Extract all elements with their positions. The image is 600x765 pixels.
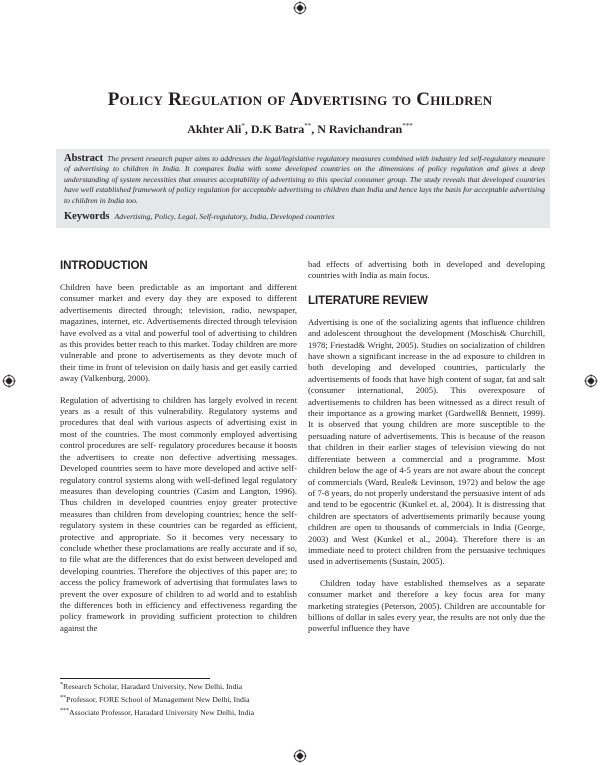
registration-mark-icon	[293, 749, 307, 763]
affiliation-mark: *	[241, 122, 245, 130]
footnote-text: Research Scholar, Haradard University, New Delhi, India	[63, 682, 243, 691]
section-heading-introduction: INTRODUCTION	[60, 259, 148, 272]
paper-title: Policy Regulation of Advertising to Children	[107, 89, 493, 110]
paragraph: Advertising is one of the socializing agents that influence children and adolescent throughout the development (Moschis& Churchill, 1978; Friestad& Wright, 2005). Studies on socialization of children have shown a significant increase in the ad exposure to children in both developing and developed countries, particularly the advertisements of foods that have high content of sugar, fat and salt (consumer international, 2005). This overexposure of advertisements to children has been witnessed as a direct result of their importance as a growing market (Gardwell& Bennett, 1999). It is observed that young children are more susceptible to the persuading nature of advertisements. This is because of the reason that children in their earlier stages of television viewing do not differentiate between a commercial and a programme. Most children below the age of 4-5 years are not aware about the concept of commercials (Ward, Reale& Levinson, 1972) and below the age of 7-8 years, do not properly understand the persuasive intent of ads and tend to be egocentric (Kunkel et. al, 2004). It is distressing that children are spectators of advertisements primarily because young children are open to thousands of commercials in India (George, 2003) and West (Kunkel et al., 2004). Therefore there is an immediate need to protect children from the persuasive techniques used in advertisements (Sustain, 2005).	[308, 316, 545, 567]
registration-mark-icon	[584, 374, 598, 388]
footnote-mark: **	[60, 694, 66, 701]
author-name: Akhter Ali	[187, 122, 242, 136]
footnote	[60, 680, 360, 693]
affiliation-mark: ***	[402, 122, 413, 130]
paragraph: Children today have established themselves as a separate consumer market and therefore a key focus area for many marketing strategies (Peterson, 2005). Children are accountable for billions of dollar in sales every year, the results are not only due the powerful influence they have	[308, 577, 545, 634]
author-separator: ,	[244, 122, 251, 136]
footnotes	[60, 680, 360, 718]
author-name: D.K Batra	[250, 122, 305, 136]
keywords	[64, 211, 545, 222]
registration-mark-icon	[293, 1, 307, 15]
footnote-text: Professor, FORE School of Management New Delhi, India	[66, 694, 250, 704]
section-heading-literature-review: LITERATURE REVIEW	[308, 293, 428, 307]
author-line	[40, 122, 560, 137]
left-column	[60, 258, 297, 634]
footnote-mark: *	[60, 682, 63, 688]
keywords-list: Advertising, Policy, Legal, Self-regulatory, India, Developed countries	[114, 212, 335, 221]
footnote	[60, 706, 360, 719]
footnote	[60, 693, 360, 706]
right-column	[308, 259, 545, 635]
paragraph: Regulation of advertising to children has largely evolved in recent years as a result of this vulnerability. Regulatory systems and procedures that deal with various aspects of advertising exist in most of the countries. The most commonly employed advertising control procedures are self- regulatory procedures because it boosts the advertisers to create non defective advertising messages. Developed countries seem to have more developed and active self-regulatory control systems along with well-defined legal regulatory measures than developing countries (Casim and Langton, 1996). Thus children in developed countries enjoy greater protective measures than children from developing countries; hence the self- regulatory system in these countries can be regarded as efficient, protective and appropriate. So it becomes very necessary to conclude whether these proclamations are really accurate and if so, to file what are the differences that do exist between developed and developing countries. Therefore the objectives of this paper are; to access the policy framework of advertising that formulates laws to prevent the over exposure of children to ad world and to establish the differences both in efficiency and effectiveness regarding the policy framework in providing sufficient protection to children against the	[60, 394, 297, 633]
footnote-divider	[60, 678, 210, 679]
abstract-body: The present research paper aims to addresses the legal/legislative regulatory measures combined with industry led self-regulatory measure of advertising to children in India. It compares India with some developed countries on the dimensions of policy regulation and gives a deep understanding of system necessities that ensures acceptability of advertising to this special consumer group. The study reveals that developed countries have well established framework of policy regulation for acceptable advertising to children than India and hence lays the basis for acceptable advertising to children in India too.	[64, 154, 545, 205]
paragraph-continued: bad effects of advertising both in developed and developing countries with India as main focus.	[308, 259, 545, 281]
paragraph: Children have been predictable as an important and different consumer market and every day they are exposed to different advertisements directed through; television, radio, newspaper, magazines, internet, etc. Advertisements directed through television have evolved as a vital and powerful tool of advertising to children as this provides better reach to this market. Today children are more vulnerable and prone to advertisements as they devote much of their time in front of television on daily basis and get easily carried away (Valkenburg, 2000).	[60, 282, 297, 384]
affiliation-mark: **	[304, 122, 312, 130]
author-name: N Ravichandran	[317, 122, 403, 136]
abstract-box	[56, 149, 550, 228]
footnote-text: Associate Professor, Haradard University New Delhi, India	[69, 707, 255, 717]
abstract-label: Abstract	[64, 153, 104, 164]
registration-mark-icon	[2, 374, 16, 388]
abstract	[64, 154, 545, 206]
author-separator: ,	[311, 122, 318, 136]
footnote-mark: ***	[60, 707, 69, 714]
keywords-label: Keywords	[64, 211, 110, 222]
